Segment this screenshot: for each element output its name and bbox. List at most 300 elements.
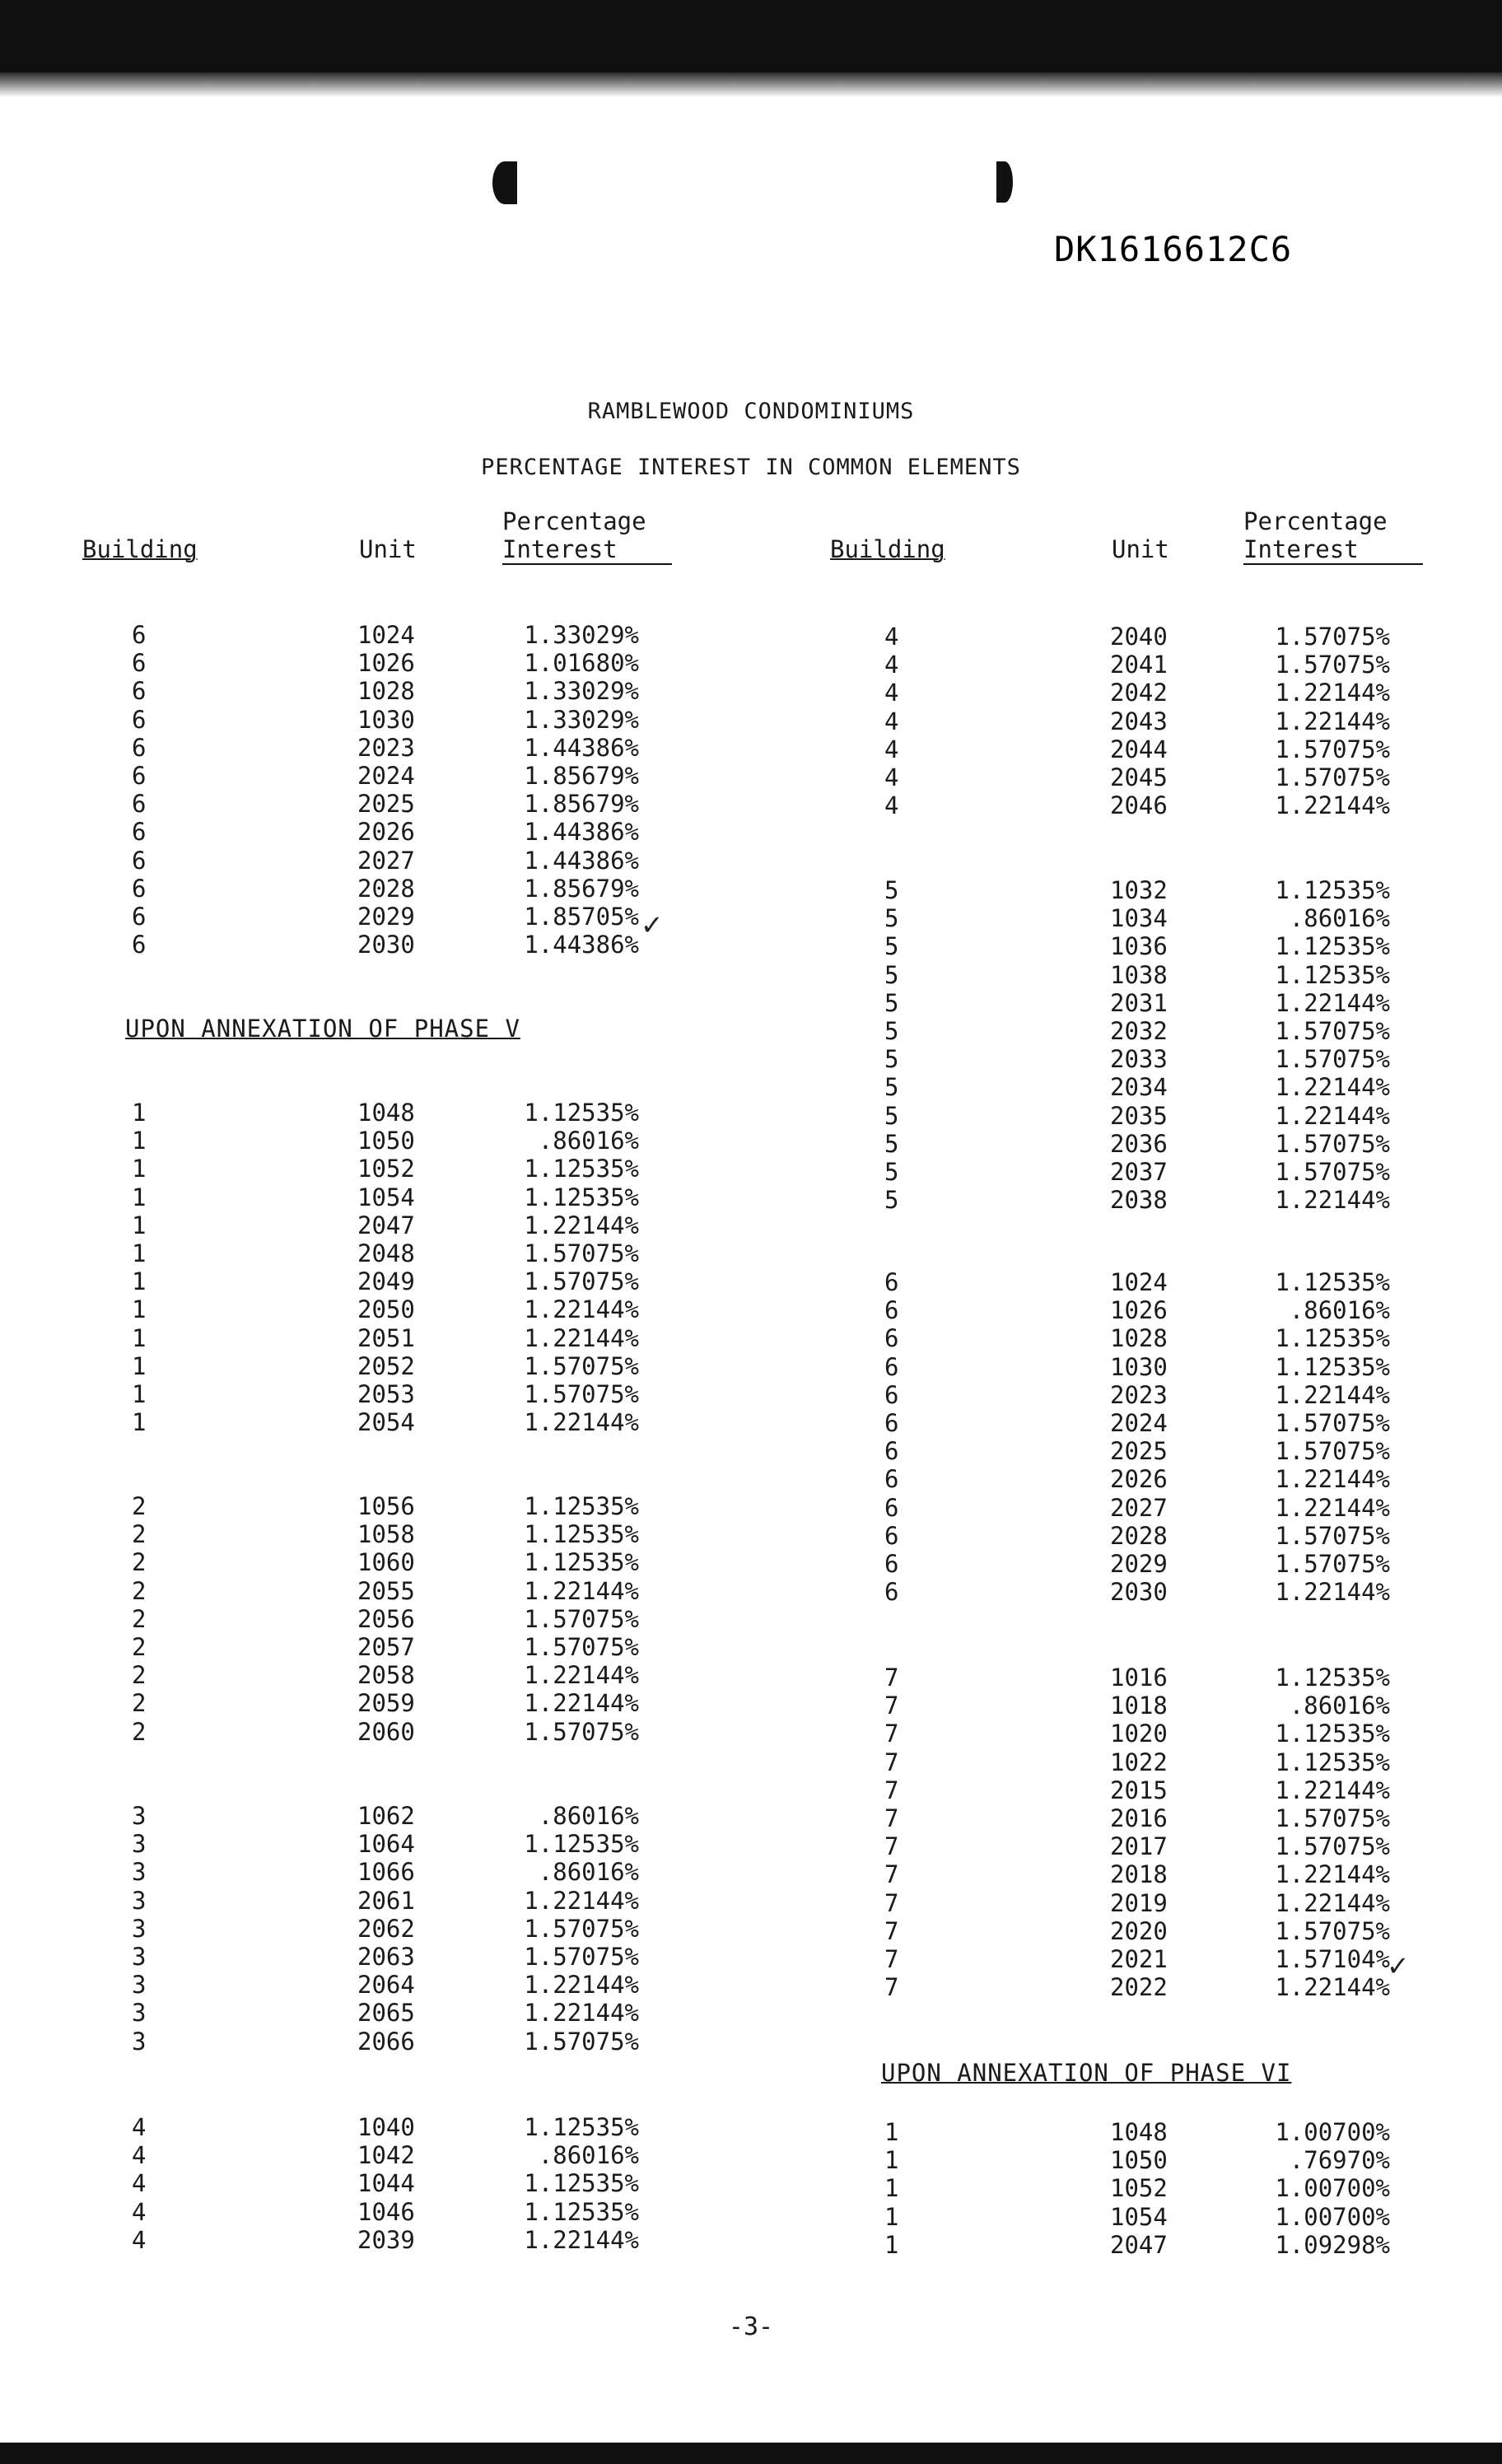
building-cell: 3 xyxy=(132,1886,147,1915)
building-cell: 5 xyxy=(884,1129,899,1158)
unit-cell: 2035 xyxy=(1110,1101,1168,1130)
unit-cell: 1028 xyxy=(1110,1324,1168,1353)
percentage-cell: 1.12535% xyxy=(1275,960,1390,989)
unit-cell: 1052 xyxy=(1110,2174,1168,2203)
building-cell: 6 xyxy=(884,1268,899,1296)
unit-cell: 1058 xyxy=(357,1520,415,1549)
unit-cell: 2037 xyxy=(1110,1158,1168,1186)
percentage-cell: 1.22144% xyxy=(1275,707,1390,735)
building-cell: 1 xyxy=(884,2230,899,2259)
building-cell: 6 xyxy=(884,1550,899,1578)
percentage-cell: 1.22144% xyxy=(1275,791,1390,820)
building-cell: 4 xyxy=(132,2169,147,2198)
percentage-cell: 1.22144% xyxy=(524,1971,639,2000)
unit-cell: 1044 xyxy=(357,2169,415,2198)
percentage-cell: 1.22144% xyxy=(1275,1776,1390,1804)
building-cell: 5 xyxy=(884,1158,899,1186)
building-cell: 5 xyxy=(884,1017,899,1045)
percentage-cell: .86016% xyxy=(1289,1692,1390,1720)
phase6-heading: UPON ANNEXATION OF PHASE VI xyxy=(881,2059,1292,2087)
unit-cell: 1046 xyxy=(357,2197,415,2226)
building-cell: 6 xyxy=(884,1409,899,1437)
building-cell: 4 xyxy=(884,763,899,791)
percentage-cell: 1.57075% xyxy=(1275,1017,1390,1045)
percentage-cell: 1.22144% xyxy=(1275,1578,1390,1607)
percentage-cell: 1.44386% xyxy=(524,846,639,875)
building-cell: 4 xyxy=(884,791,899,820)
percentage-cell: 1.57104% xyxy=(1275,1945,1390,1973)
building-cell: 2 xyxy=(132,1520,147,1549)
building-cell: 6 xyxy=(884,1521,899,1550)
percentage-cell: 1.57075% xyxy=(524,1351,639,1380)
building-cell: 7 xyxy=(884,1916,899,1945)
unit-cell: 2016 xyxy=(1110,1804,1168,1832)
unit-cell: 2028 xyxy=(1110,1521,1168,1550)
document-subtitle: PERCENTAGE INTEREST IN COMMON ELEMENTS xyxy=(481,455,1021,480)
unit-cell: 1034 xyxy=(1110,904,1168,933)
building-cell: 5 xyxy=(884,988,899,1017)
building-cell: 1 xyxy=(132,1211,147,1239)
building-cell: 5 xyxy=(884,1101,899,1130)
building-cell: 6 xyxy=(132,733,147,762)
percentage-cell: 1.22144% xyxy=(524,1999,639,2028)
unit-cell: 2024 xyxy=(357,762,415,790)
percentage-cell: 1.57075% xyxy=(524,1914,639,1943)
unit-cell: 2045 xyxy=(1110,763,1168,791)
unit-cell: 2023 xyxy=(1110,1380,1168,1409)
building-cell: 1 xyxy=(132,1295,147,1324)
percentage-cell: 1.22144% xyxy=(524,1323,639,1352)
unit-cell: 2061 xyxy=(357,1886,415,1915)
building-cell: 7 xyxy=(884,1860,899,1889)
unit-cell: 1050 xyxy=(1110,2146,1168,2175)
building-cell: 3 xyxy=(132,1971,147,2000)
document-id: DK1616612C6 xyxy=(1054,229,1293,269)
unit-cell: 2054 xyxy=(357,1408,415,1437)
building-cell: 2 xyxy=(132,1604,147,1633)
building-cell: 3 xyxy=(132,1914,147,1943)
percentage-cell: 1.57075% xyxy=(1275,1804,1390,1832)
building-cell: 3 xyxy=(132,1943,147,1971)
percentage-cell: 1.12535% xyxy=(1275,1268,1390,1296)
building-cell: 6 xyxy=(132,621,147,649)
percentage-cell: 1.12535% xyxy=(524,1548,639,1577)
unit-cell: 1018 xyxy=(1110,1692,1168,1720)
percentage-cell: 1.57075% xyxy=(1275,763,1390,791)
percentage-cell: 1.22144% xyxy=(1275,1888,1390,1917)
percentage-cell: 1.57075% xyxy=(524,1380,639,1408)
building-cell: 1 xyxy=(884,2118,899,2146)
percentage-cell: 1.57075% xyxy=(1275,1409,1390,1437)
percentage-cell: 1.12535% xyxy=(524,1520,639,1549)
unit-cell: 1062 xyxy=(357,1802,415,1830)
unit-cell: 1030 xyxy=(357,705,415,734)
building-cell: 2 xyxy=(132,1548,147,1577)
building-cell: 4 xyxy=(884,679,899,707)
unit-cell: 2028 xyxy=(357,874,415,903)
unit-cell: 1024 xyxy=(357,621,415,649)
percentage-cell: 1.01680% xyxy=(524,649,639,678)
percentage-cell: 1.12535% xyxy=(1275,1720,1390,1748)
percentage-cell: 1.22144% xyxy=(524,1576,639,1605)
building-cell: 5 xyxy=(884,960,899,989)
unit-cell: 2049 xyxy=(357,1267,415,1296)
percentage-cell: 1.22144% xyxy=(524,1886,639,1915)
unit-cell: 2048 xyxy=(357,1239,415,1267)
percentage-cell: 1.57075% xyxy=(1275,651,1390,679)
scan-bottom-border xyxy=(0,2443,1502,2464)
building-cell: 6 xyxy=(884,1296,899,1325)
percentage-cell: 1.12535% xyxy=(1275,876,1390,904)
building-cell: 2 xyxy=(132,1492,147,1520)
building-cell: 7 xyxy=(884,1748,899,1776)
percentage-cell: 1.57075% xyxy=(1275,1437,1390,1466)
percentage-cell: 1.57075% xyxy=(1275,1832,1390,1861)
percentage-cell: 1.12535% xyxy=(524,1183,639,1211)
unit-cell: 2044 xyxy=(1110,735,1168,763)
unit-cell: 2047 xyxy=(1110,2230,1168,2259)
percentage-cell: 1.12535% xyxy=(524,1492,639,1520)
percentage-cell: 1.85679% xyxy=(524,762,639,790)
building-cell: 6 xyxy=(884,1493,899,1522)
unit-cell: 2019 xyxy=(1110,1888,1168,1917)
unit-cell: 2018 xyxy=(1110,1860,1168,1889)
unit-cell: 2057 xyxy=(357,1633,415,1661)
unit-cell: 2027 xyxy=(357,846,415,875)
building-cell: 6 xyxy=(884,1465,899,1494)
unit-cell: 1026 xyxy=(1110,1296,1168,1325)
percentage-cell: 1.33029% xyxy=(524,705,639,734)
building-cell: 1 xyxy=(132,1323,147,1352)
building-cell: 5 xyxy=(884,876,899,904)
unit-cell: 1040 xyxy=(357,2113,415,2141)
unit-cell: 1020 xyxy=(1110,1720,1168,1748)
percentage-cell: .86016% xyxy=(538,1802,639,1830)
building-cell: 3 xyxy=(132,1858,147,1887)
unit-cell: 1054 xyxy=(357,1183,415,1211)
unit-cell: 2060 xyxy=(357,1717,415,1746)
unit-cell: 2046 xyxy=(1110,791,1168,820)
percentage-cell: 1.57075% xyxy=(524,1633,639,1661)
percentage-cell: 1.22144% xyxy=(1275,1493,1390,1522)
percentage-cell: .86016% xyxy=(1289,904,1390,933)
percentage-cell: 1.33029% xyxy=(524,677,639,706)
percentage-cell: 1.12535% xyxy=(1275,1664,1390,1692)
percentage-cell: 1.22144% xyxy=(1275,1186,1390,1215)
building-cell: 6 xyxy=(132,649,147,678)
unit-cell: 2051 xyxy=(357,1323,415,1352)
building-cell: 1 xyxy=(132,1239,147,1267)
percentage-cell: 1.85679% xyxy=(524,874,639,903)
building-cell: 7 xyxy=(884,1804,899,1832)
building-cell: 6 xyxy=(132,846,147,875)
building-cell: 7 xyxy=(884,1720,899,1748)
building-cell: 1 xyxy=(132,1099,147,1127)
unit-cell: 1060 xyxy=(357,1548,415,1577)
unit-cell: 2056 xyxy=(357,1604,415,1633)
percentage-cell: 1.44386% xyxy=(524,931,639,959)
percentage-cell: 1.12535% xyxy=(524,2169,639,2198)
unit-cell: 2064 xyxy=(357,1971,415,2000)
building-cell: 6 xyxy=(884,1324,899,1353)
unit-cell: 2039 xyxy=(357,2225,415,2254)
right-header-unit: Unit xyxy=(1112,535,1169,563)
building-cell: 3 xyxy=(132,2027,147,2056)
building-cell: 6 xyxy=(132,677,147,706)
unit-cell: 1056 xyxy=(357,1492,415,1520)
unit-cell: 2022 xyxy=(1110,1973,1168,2002)
building-cell: 2 xyxy=(132,1633,147,1661)
percentage-cell: 1.57075% xyxy=(1275,1916,1390,1945)
left-header-percentage: Percentage Interest xyxy=(502,507,672,565)
unit-cell: 1052 xyxy=(357,1155,415,1183)
percentage-cell: 1.57075% xyxy=(1275,1129,1390,1158)
right-header-building: Building xyxy=(830,535,945,563)
percentage-cell: 1.12535% xyxy=(1275,1748,1390,1776)
percentage-cell: 1.57075% xyxy=(1275,1550,1390,1578)
percentage-cell: .86016% xyxy=(538,2141,639,2170)
building-cell: 7 xyxy=(884,1888,899,1917)
punch-mark-left xyxy=(492,161,517,204)
unit-cell: 2034 xyxy=(1110,1073,1168,1102)
building-cell: 3 xyxy=(132,1999,147,2028)
unit-cell: 2053 xyxy=(357,1380,415,1408)
unit-cell: 2027 xyxy=(1110,1493,1168,1522)
building-cell: 5 xyxy=(884,1073,899,1102)
unit-cell: 2025 xyxy=(357,790,415,819)
unit-cell: 2032 xyxy=(1110,1017,1168,1045)
building-cell: 6 xyxy=(884,1352,899,1381)
unit-cell: 2020 xyxy=(1110,1916,1168,1945)
building-cell: 1 xyxy=(132,1155,147,1183)
checkmark-left: ✓ xyxy=(642,906,661,942)
percentage-cell: 1.44386% xyxy=(524,818,639,847)
percentage-cell: 1.22144% xyxy=(524,1408,639,1437)
building-cell: 6 xyxy=(884,1578,899,1607)
percentage-cell: 1.57075% xyxy=(1275,1045,1390,1074)
unit-cell: 1038 xyxy=(1110,960,1168,989)
unit-cell: 2025 xyxy=(1110,1437,1168,1466)
percentage-cell: 1.85679% xyxy=(524,790,639,819)
percentage-cell: .86016% xyxy=(1289,1296,1390,1325)
building-cell: 1 xyxy=(884,2202,899,2231)
unit-cell: 1030 xyxy=(1110,1352,1168,1381)
unit-cell: 2017 xyxy=(1110,1832,1168,1861)
percentage-cell: 1.12535% xyxy=(524,1099,639,1127)
building-cell: 3 xyxy=(132,1830,147,1859)
percentage-cell: 1.22144% xyxy=(1275,1973,1390,2002)
building-cell: 5 xyxy=(884,904,899,933)
building-cell: 1 xyxy=(132,1267,147,1296)
unit-cell: 1024 xyxy=(1110,1268,1168,1296)
percentage-cell: 1.22144% xyxy=(1275,1465,1390,1494)
building-cell: 6 xyxy=(132,931,147,959)
percentage-cell: 1.57075% xyxy=(1275,623,1390,651)
unit-cell: 2030 xyxy=(1110,1578,1168,1607)
building-cell: 1 xyxy=(884,2174,899,2203)
unit-cell: 1048 xyxy=(357,1099,415,1127)
percentage-cell: 1.12535% xyxy=(524,1155,639,1183)
unit-cell: 1016 xyxy=(1110,1664,1168,1692)
percentage-cell: 1.44386% xyxy=(524,733,639,762)
unit-cell: 2029 xyxy=(1110,1550,1168,1578)
percentage-cell: 1.22144% xyxy=(524,1689,639,1718)
unit-cell: 1036 xyxy=(1110,932,1168,961)
building-cell: 7 xyxy=(884,1832,899,1861)
building-cell: 2 xyxy=(132,1576,147,1605)
building-cell: 4 xyxy=(132,2225,147,2254)
punch-mark-right xyxy=(996,161,1013,203)
building-cell: 2 xyxy=(132,1661,147,1690)
building-cell: 1 xyxy=(132,1408,147,1437)
unit-cell: 2055 xyxy=(357,1576,415,1605)
unit-cell: 2052 xyxy=(357,1351,415,1380)
unit-cell: 1050 xyxy=(357,1127,415,1155)
unit-cell: 2015 xyxy=(1110,1776,1168,1804)
percentage-cell: 1.57075% xyxy=(1275,1521,1390,1550)
percentage-cell: 1.57075% xyxy=(1275,735,1390,763)
unit-cell: 1032 xyxy=(1110,876,1168,904)
building-cell: 7 xyxy=(884,1776,899,1804)
building-cell: 5 xyxy=(884,1045,899,1074)
building-cell: 6 xyxy=(132,705,147,734)
unit-cell: 2036 xyxy=(1110,1129,1168,1158)
unit-cell: 1066 xyxy=(357,1858,415,1887)
unit-cell: 1064 xyxy=(357,1830,415,1859)
building-cell: 2 xyxy=(132,1689,147,1718)
percentage-cell: .76970% xyxy=(1289,2146,1390,2175)
building-cell: 6 xyxy=(132,903,147,931)
building-cell: 7 xyxy=(884,1945,899,1973)
building-cell: 1 xyxy=(884,2146,899,2175)
building-cell: 6 xyxy=(884,1437,899,1466)
unit-cell: 2050 xyxy=(357,1295,415,1324)
unit-cell: 2066 xyxy=(357,2027,415,2056)
unit-cell: 2042 xyxy=(1110,679,1168,707)
building-cell: 7 xyxy=(884,1664,899,1692)
unit-cell: 2026 xyxy=(1110,1465,1168,1494)
unit-cell: 2021 xyxy=(1110,1945,1168,1973)
percentage-cell: .86016% xyxy=(538,1858,639,1887)
percentage-cell: 1.57075% xyxy=(524,2027,639,2056)
unit-cell: 2026 xyxy=(357,818,415,847)
percentage-cell: 1.57075% xyxy=(524,1943,639,1971)
building-cell: 5 xyxy=(884,1186,899,1215)
percentage-cell: 1.22144% xyxy=(1275,1860,1390,1889)
percentage-cell: 1.57075% xyxy=(524,1717,639,1746)
building-cell: 3 xyxy=(132,1802,147,1830)
percentage-cell: 1.12535% xyxy=(524,2197,639,2226)
unit-cell: 2059 xyxy=(357,1689,415,1718)
building-cell: 1 xyxy=(132,1127,147,1155)
unit-cell: 1054 xyxy=(1110,2202,1168,2231)
percentage-cell: 1.09298% xyxy=(1275,2230,1390,2259)
percentage-cell: 1.57075% xyxy=(524,1267,639,1296)
scan-top-shadow xyxy=(0,72,1502,97)
percentage-cell: 1.85705% xyxy=(524,903,639,931)
building-cell: 6 xyxy=(132,874,147,903)
right-header-percentage: Percentage Interest xyxy=(1243,507,1423,565)
unit-cell: 2047 xyxy=(357,1211,415,1239)
building-cell: 6 xyxy=(132,818,147,847)
percentage-cell: 1.33029% xyxy=(524,621,639,649)
percentage-cell: 1.12535% xyxy=(524,2113,639,2141)
percentage-cell: 1.22144% xyxy=(1275,1101,1390,1130)
unit-cell: 2043 xyxy=(1110,707,1168,735)
building-cell: 4 xyxy=(132,2197,147,2226)
percentage-cell: 1.57075% xyxy=(524,1604,639,1633)
unit-cell: 2023 xyxy=(357,733,415,762)
unit-cell: 2038 xyxy=(1110,1186,1168,1215)
building-cell: 4 xyxy=(884,735,899,763)
building-cell: 5 xyxy=(884,932,899,961)
percentage-cell: 1.22144% xyxy=(524,2225,639,2254)
left-header-building: Building xyxy=(82,535,198,563)
unit-cell: 2041 xyxy=(1110,651,1168,679)
unit-cell: 2040 xyxy=(1110,623,1168,651)
percentage-cell: 1.00700% xyxy=(1275,2174,1390,2203)
building-cell: 2 xyxy=(132,1717,147,1746)
unit-cell: 1028 xyxy=(357,677,415,706)
checkmark-right: ✓ xyxy=(1388,1947,1407,1983)
unit-cell: 2033 xyxy=(1110,1045,1168,1074)
building-cell: 1 xyxy=(132,1183,147,1211)
unit-cell: 1026 xyxy=(357,649,415,678)
left-header-unit: Unit xyxy=(359,535,417,563)
building-cell: 1 xyxy=(132,1380,147,1408)
percentage-cell: 1.12535% xyxy=(524,1830,639,1859)
percentage-cell: 1.00700% xyxy=(1275,2118,1390,2146)
unit-cell: 1022 xyxy=(1110,1748,1168,1776)
percentage-cell: 1.22144% xyxy=(1275,679,1390,707)
unit-cell: 2065 xyxy=(357,1999,415,2028)
percentage-cell: 1.22144% xyxy=(524,1295,639,1324)
percentage-cell: 1.22144% xyxy=(1275,1380,1390,1409)
percentage-cell: 1.22144% xyxy=(1275,988,1390,1017)
building-cell: 4 xyxy=(884,623,899,651)
percentage-cell: 1.22144% xyxy=(1275,1073,1390,1102)
building-cell: 4 xyxy=(132,2141,147,2170)
building-cell: 6 xyxy=(132,790,147,819)
percentage-cell: 1.22144% xyxy=(524,1661,639,1690)
phase5-heading: UPON ANNEXATION OF PHASE V xyxy=(125,1015,520,1043)
unit-cell: 1048 xyxy=(1110,2118,1168,2146)
percentage-cell: 1.00700% xyxy=(1275,2202,1390,2231)
percentage-cell: .86016% xyxy=(538,1127,639,1155)
unit-cell: 2063 xyxy=(357,1943,415,1971)
percentage-cell: 1.12535% xyxy=(1275,1324,1390,1353)
percentage-cell: 1.12535% xyxy=(1275,932,1390,961)
unit-cell: 2058 xyxy=(357,1661,415,1690)
building-cell: 6 xyxy=(884,1380,899,1409)
building-cell: 1 xyxy=(132,1351,147,1380)
unit-cell: 2031 xyxy=(1110,988,1168,1017)
percentage-cell: 1.12535% xyxy=(1275,1352,1390,1381)
page-number: -3- xyxy=(728,2312,774,2341)
percentage-cell: 1.57075% xyxy=(1275,1158,1390,1186)
building-cell: 6 xyxy=(132,762,147,790)
unit-cell: 2062 xyxy=(357,1914,415,1943)
unit-cell: 2030 xyxy=(357,931,415,959)
unit-cell: 2024 xyxy=(1110,1409,1168,1437)
scan-top-border xyxy=(0,0,1502,72)
unit-cell: 2029 xyxy=(357,903,415,931)
building-cell: 4 xyxy=(132,2113,147,2141)
unit-cell: 1042 xyxy=(357,2141,415,2170)
percentage-cell: 1.57075% xyxy=(524,1239,639,1267)
building-cell: 4 xyxy=(884,651,899,679)
document-title: RAMBLEWOOD CONDOMINIUMS xyxy=(587,399,915,424)
